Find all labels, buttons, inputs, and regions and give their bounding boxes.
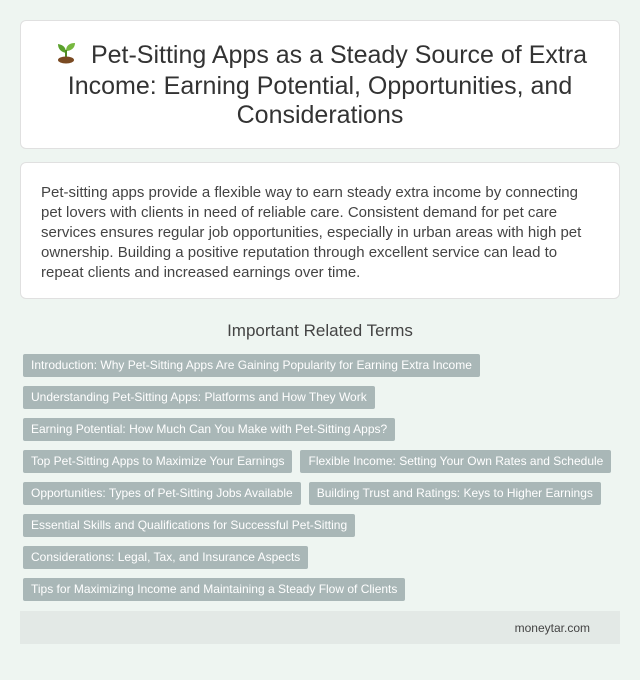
term-tag[interactable]: Essential Skills and Qualifications for Successful Pet-Sitting <box>23 514 355 537</box>
footer <box>20 611 620 644</box>
intro-card <box>20 162 620 299</box>
term-tag[interactable]: Top Pet-Sitting Apps to Maximize Your Earnings <box>23 450 292 473</box>
page-title <box>45 39 595 130</box>
term-tag[interactable]: Building Trust and Ratings: Keys to Higher Earnings <box>309 482 601 505</box>
terms-list <box>20 354 620 601</box>
term-tag[interactable]: Earning Potential: How Much Can You Make with Pet-Sitting Apps? <box>23 418 395 441</box>
page-title-text: Pet-Sitting Apps as a Steady Source of Extra Income: Earning Potential, Opportunities, and Considerations <box>67 41 588 129</box>
term-tag[interactable]: Considerations: Legal, Tax, and Insurance Aspects <box>23 546 308 569</box>
footer-site-link[interactable]: moneytar.com <box>514 620 590 635</box>
term-tag[interactable]: Flexible Income: Setting Your Own Rates and Schedule <box>300 450 611 473</box>
title-card <box>20 20 620 149</box>
terms-heading: Important Related Terms <box>227 321 413 340</box>
sprout-icon <box>53 39 79 72</box>
intro-text: Pet-sitting apps provide a flexible way to earn steady extra income by connecting pet lovers with clients in need of reliable care. Consistent demand for pet care services ensures regular job opportunities, especially in urban areas with high pet ownership. Building a positive reputation through excellent service can lead to repeat clients and increased earnings over time. <box>41 184 582 281</box>
term-tag[interactable]: Understanding Pet-Sitting Apps: Platforms and How They Work <box>23 386 375 409</box>
term-tag[interactable]: Tips for Maximizing Income and Maintaining a Steady Flow of Clients <box>23 578 405 601</box>
term-tag[interactable]: Opportunities: Types of Pet-Sitting Jobs Available <box>23 482 301 505</box>
term-tag[interactable]: Introduction: Why Pet-Sitting Apps Are Gaining Popularity for Earning Extra Income <box>23 354 480 377</box>
